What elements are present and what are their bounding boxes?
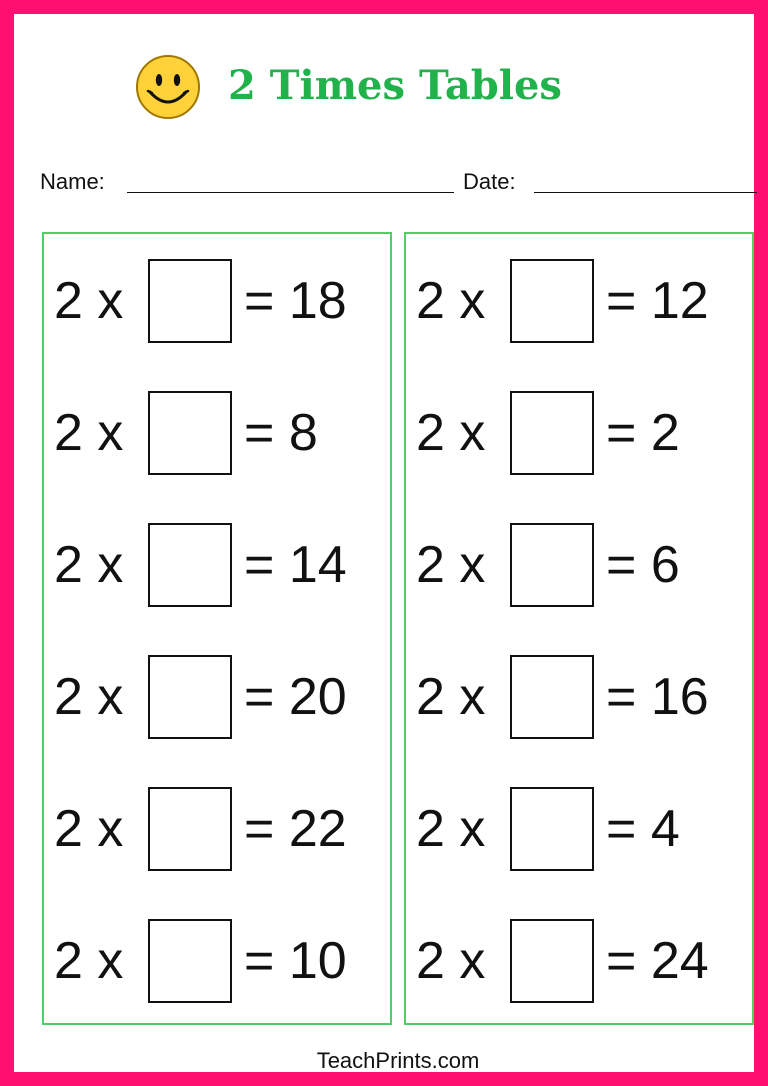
problem-row <box>406 919 752 1003</box>
answer-box[interactable] <box>148 655 232 739</box>
problem-row <box>44 259 390 343</box>
problem-row <box>44 655 390 739</box>
result-text: = 12 <box>606 272 709 330</box>
result-text: = 24 <box>606 932 709 990</box>
smiley-face-icon <box>135 54 201 120</box>
problem-row <box>44 523 390 607</box>
multiplier-text: 2 x <box>416 932 486 990</box>
answer-box[interactable] <box>148 391 232 475</box>
answer-box[interactable] <box>148 787 232 871</box>
answer-box[interactable] <box>510 655 594 739</box>
result-text: = 20 <box>244 668 347 726</box>
multiplier-text: 2 x <box>54 404 124 462</box>
multiplier-text: 2 x <box>416 272 486 330</box>
multiplier-text: 2 x <box>416 800 486 858</box>
answer-box[interactable] <box>510 391 594 475</box>
result-text: = 8 <box>244 404 318 462</box>
result-text: = 14 <box>244 536 347 594</box>
multiplier-text: 2 x <box>54 932 124 990</box>
result-text: = 10 <box>244 932 347 990</box>
problem-row <box>406 391 752 475</box>
name-field[interactable] <box>127 192 454 193</box>
name-label: Name: <box>40 169 105 194</box>
site-footer: TeachPrints.com <box>316 1048 480 1073</box>
problem-row <box>44 919 390 1003</box>
problem-row <box>406 787 752 871</box>
problem-row <box>406 655 752 739</box>
answer-box[interactable] <box>510 919 594 1003</box>
problem-row <box>406 523 752 607</box>
multiplier-text: 2 x <box>54 800 124 858</box>
date-field[interactable] <box>534 192 757 193</box>
result-text: = 2 <box>606 404 680 462</box>
answer-box[interactable] <box>510 787 594 871</box>
multiplier-text: 2 x <box>54 536 124 594</box>
answer-box[interactable] <box>510 523 594 607</box>
problem-row <box>406 259 752 343</box>
result-text: = 4 <box>606 800 680 858</box>
multiplier-text: 2 x <box>416 404 486 462</box>
answer-box[interactable] <box>148 919 232 1003</box>
answer-box[interactable] <box>148 523 232 607</box>
result-text: = 22 <box>244 800 347 858</box>
date-label: Date: <box>463 169 516 194</box>
multiplier-text: 2 x <box>54 272 124 330</box>
problem-column-left <box>42 232 392 1025</box>
result-text: = 16 <box>606 668 709 726</box>
multiplier-text: 2 x <box>416 536 486 594</box>
multiplier-text: 2 x <box>416 668 486 726</box>
multiplier-text: 2 x <box>54 668 124 726</box>
result-text: = 6 <box>606 536 680 594</box>
problem-row <box>44 787 390 871</box>
answer-box[interactable] <box>148 259 232 343</box>
answer-box[interactable] <box>510 259 594 343</box>
problem-column-right <box>404 232 754 1025</box>
result-text: = 18 <box>244 272 347 330</box>
problem-row <box>44 391 390 475</box>
page-title: 2 Times Tables <box>228 62 562 109</box>
